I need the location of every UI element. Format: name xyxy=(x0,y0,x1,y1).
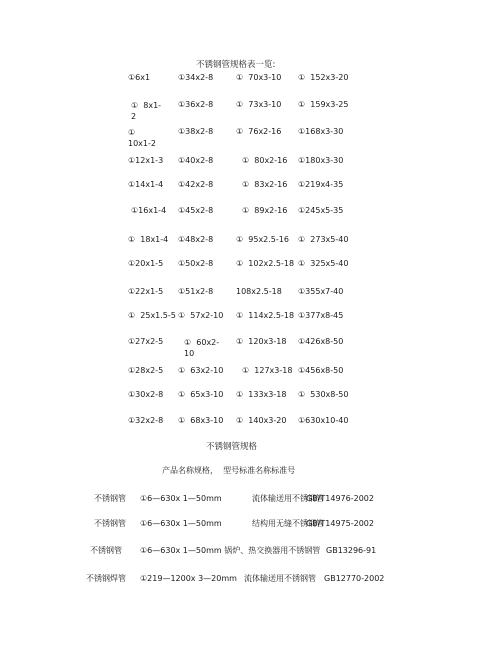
spec-cell: ① 83x2-16 xyxy=(242,180,288,189)
spec-cell: ①48x2-8 xyxy=(178,235,214,244)
spec-cell: ① 80x2-16 xyxy=(242,156,288,165)
spec-cell: ① 57x2-10 xyxy=(178,311,224,320)
spec-cell: ①426x8-50 xyxy=(298,337,344,346)
spec-cell: ① 65x3-10 xyxy=(178,390,224,399)
spec-cell: ①14x1-4 xyxy=(128,180,164,189)
spec-cell: ① 73x3-10 xyxy=(236,100,282,109)
spec-cell: ① 127x3-18 xyxy=(242,366,293,375)
spec-cell: ①245x5-35 xyxy=(298,206,344,215)
spec-cell: ① 273x5-40 xyxy=(298,235,349,244)
standards-cell: 流体输送用不锈钢管 xyxy=(252,494,324,503)
spec-cell: ① 25x1.5-5 xyxy=(128,311,176,320)
spec-cell: ①12x1-3 xyxy=(128,156,164,165)
spec-cell: ①180x3-30 xyxy=(298,156,344,165)
spec-cell: ①32x2-8 xyxy=(128,416,164,425)
spec-cell: ① 152x3-20 xyxy=(298,73,349,82)
spec-cell: ①27x2-5 xyxy=(128,337,164,346)
standards-cell: GB/T14976-2002 xyxy=(306,494,374,503)
spec-cell: ①219x4-35 xyxy=(298,180,344,189)
spec-cell: ① 10x1-2 xyxy=(128,128,156,148)
spec-cell: ①28x2-5 xyxy=(128,366,164,375)
standards-header: 产品名称规格， 型号标准名称标准号 xyxy=(162,466,296,475)
spec-cell: ①45x2-8 xyxy=(178,206,214,215)
spec-cell: ① 159x3-25 xyxy=(298,100,349,109)
spec-cell: ①456x8-50 xyxy=(298,366,344,375)
spec-cell: ① 140x3-20 xyxy=(236,416,287,425)
spec-cell: ① 8x1- 2 xyxy=(131,101,162,121)
spec-cell: ①34x2-8 xyxy=(178,73,214,82)
spec-cell: ①630x10-40 xyxy=(298,416,349,425)
spec-cell: ①40x2-8 xyxy=(178,156,214,165)
spec-cell: ①377x8-45 xyxy=(298,311,344,320)
spec-cell: ① 76x2-16 xyxy=(236,127,282,136)
standards-cell: GB12770-2002 xyxy=(324,574,385,583)
spec-cell: ①22x1-5 xyxy=(128,287,164,296)
spec-cell: ① 89x2-16 xyxy=(242,206,288,215)
spec-cell: ①6x1 xyxy=(128,73,151,82)
spec-cell: ①16x1-4 xyxy=(131,206,167,215)
spec-cell: ① 133x3-18 xyxy=(236,390,287,399)
standards-cell: 流体输送用不锈钢管 xyxy=(244,574,316,583)
spec-cell: ①38x2-8 xyxy=(178,127,214,136)
standards-cell: 结构用无缝不锈钢管 xyxy=(252,519,324,528)
spec-cell: ① 530x8-50 xyxy=(298,390,349,399)
spec-cell: ① 60x2- 10 xyxy=(184,338,220,358)
standards-cell: 不锈钢管 xyxy=(94,494,126,503)
page-title: 不锈钢管规格表一览: xyxy=(196,60,276,70)
standards-cell: ①6—630x 1—50mm 锅炉、热交换器用不锈钢管 xyxy=(140,546,321,555)
spec-cell: ①168x3-30 xyxy=(298,127,344,136)
spec-cell: ① 68x3-10 xyxy=(178,416,224,425)
spec-cell: ① 325x5-40 xyxy=(298,259,349,268)
standards-cell: GB/T14975-2002 xyxy=(306,519,374,528)
spec-cell: ① 70x3-10 xyxy=(236,73,282,82)
spec-cell: ①51x2-8 xyxy=(178,287,214,296)
standards-cell: GB13296-91 xyxy=(326,546,377,555)
standards-cell: 不锈钢管 xyxy=(94,519,126,528)
spec-cell: ① 95x2.5-16 xyxy=(236,235,289,244)
spec-cell: ① 114x2.5-18 xyxy=(236,311,295,320)
standards-cell: ①6—630x 1—50mm xyxy=(140,519,222,528)
spec-cell: ①20x1-5 xyxy=(128,259,164,268)
spec-cell: ① 102x2.5-18 xyxy=(236,259,295,268)
spec-cell: ①355x7-40 xyxy=(298,287,344,296)
spec-cell: ① 18x1-4 xyxy=(128,235,169,244)
spec-cell: ①30x2-8 xyxy=(128,390,164,399)
spec-cell: 108x2.5-18 xyxy=(236,287,282,296)
spec-cell: ① 63x2-10 xyxy=(178,366,224,375)
spec-cell: ①42x2-8 xyxy=(178,180,214,189)
spec-cell: ①50x2-8 xyxy=(178,259,214,268)
standards-cell: ①219—1200x 3—20mm xyxy=(140,574,237,583)
standards-cell: 不锈钢焊管 xyxy=(86,574,126,583)
standards-cell: 不锈钢管 xyxy=(90,546,122,555)
spec-cell: ①36x2-8 xyxy=(178,100,214,109)
spec-cell: ① 120x3-18 xyxy=(236,337,287,346)
section-title: 不锈钢管规格 xyxy=(206,442,258,452)
standards-cell: ①6—630x 1—50mm xyxy=(140,494,222,503)
